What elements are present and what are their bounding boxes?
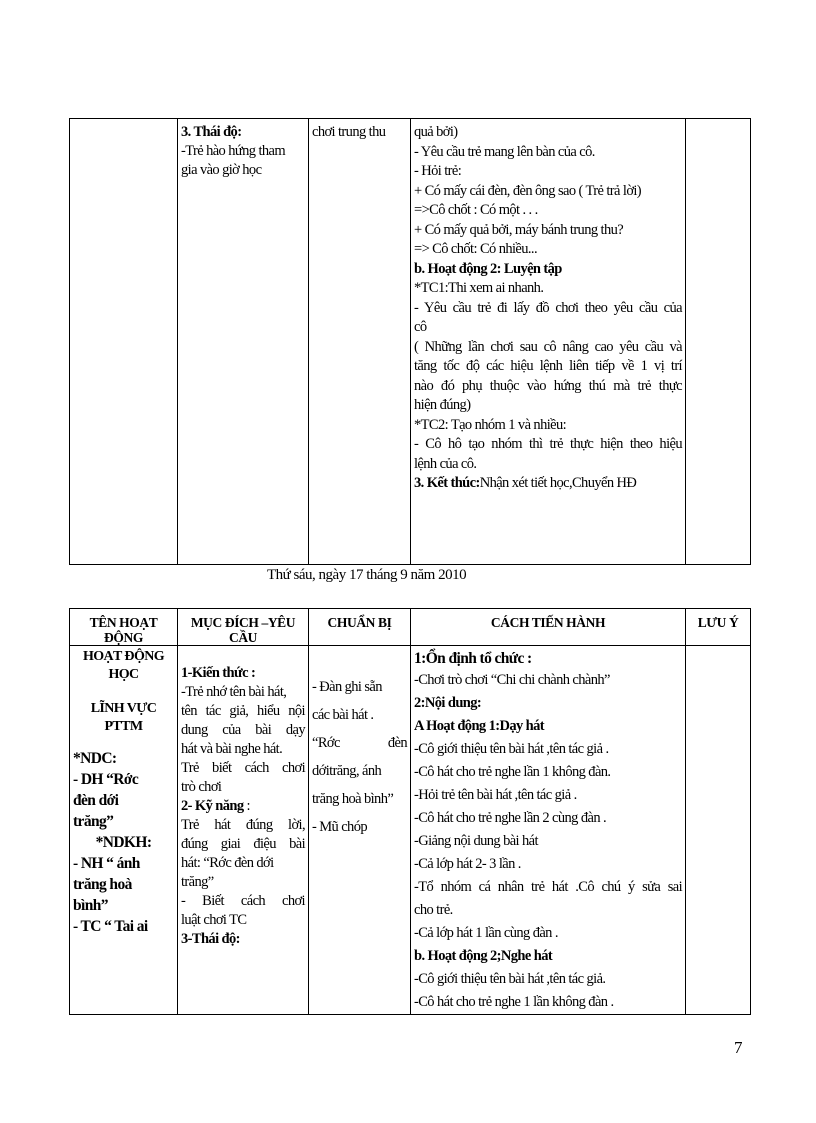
t2-col-name xyxy=(70,646,178,1015)
text-line: -Trẻ nhớ tên bài hát, xyxy=(181,684,287,700)
text-line: + Có mấy quả bởi, máy bánh trung thu? xyxy=(414,221,624,238)
t1-col-purpose xyxy=(178,119,309,565)
text-line: chơi trung thu xyxy=(312,124,386,140)
text-line: -Cô hát cho trẻ nghe lần 2 cùng đàn . xyxy=(414,810,607,826)
text-line: HOẠT ĐỘNG xyxy=(82,649,165,664)
text-line: gia vào giờ học xyxy=(181,162,262,178)
text-line: cô xyxy=(414,319,427,335)
text-line: hiện đúng) xyxy=(414,397,471,413)
text-line: nào đó phụ thuộc vào hứng thú mà trẻ thực xyxy=(414,377,682,394)
text-line: -Giảng nội dung bài hát xyxy=(414,833,538,849)
text-line: PTTM xyxy=(104,719,143,734)
text-line: - Mũ chóp xyxy=(312,819,368,835)
table-row xyxy=(70,646,751,1015)
t1-col-prep xyxy=(309,119,411,565)
t2-col-procedure xyxy=(411,646,686,1015)
text-line: 3. Thái độ: xyxy=(181,124,242,140)
text-line: *TC1:Thi xem ai nhanh. xyxy=(414,280,544,296)
header-notes: LƯU Ý xyxy=(686,609,751,646)
text-line: -Cô giới thiệu tên bài hát ,tên tác giả . xyxy=(414,741,609,757)
text-line: tên tác giả, hiểu nội xyxy=(181,703,305,719)
text-line: =>Cô chốt : Có một . . . xyxy=(414,202,538,218)
text-line: “Rớc đèn xyxy=(312,735,407,751)
activity-table-continued xyxy=(69,118,751,565)
text-line: quả bởi) xyxy=(414,124,458,140)
text-line: hát: “Rớc đèn dới xyxy=(181,855,274,871)
header-procedure: CÁCH TIẾN HÀNH xyxy=(411,609,686,646)
text-line: - DH “Rớc xyxy=(73,771,139,788)
text-line: lệnh của cô. xyxy=(414,455,477,472)
text-line: -Cả lớp hát 2- 3 lần . xyxy=(414,856,521,872)
text-line: các bài hát . xyxy=(312,707,374,723)
text-line: b. Hoạt động 2: Luyện tập xyxy=(414,260,562,277)
t2-col-purpose xyxy=(178,646,309,1015)
text-line: Trẻ biết cách chơi xyxy=(181,760,305,776)
header-purpose: MỤC ĐÍCH –YÊU CẦU xyxy=(178,609,309,646)
text-line: - NH “ ánh xyxy=(73,855,140,872)
text-line: tăng tốc độ các hiệu lệnh liên tiếp về 1 vị trí xyxy=(414,358,682,374)
table-header-row xyxy=(70,609,751,646)
text-line: 1-Kiến thức : xyxy=(181,665,256,681)
text-line: *NDKH: xyxy=(95,834,152,851)
text-line: *NDC: xyxy=(73,750,117,767)
text-line: luật chơi TC xyxy=(181,912,247,928)
text-line: -Cô hát cho trẻ nghe lần 1 không đàn. xyxy=(414,764,611,780)
text-line: -Cô hát cho trẻ nghe 1 lần không đàn . xyxy=(414,994,614,1010)
text-line: - Yêu cầu trẻ đi lấy đồ chơi theo yêu cầu của xyxy=(414,299,682,316)
text-line: 2- Kỹ năng xyxy=(181,798,244,814)
text-line: -Cả lớp hát 1 lần cùng đàn . xyxy=(414,925,558,941)
text-line: - Biết cách chơi xyxy=(181,893,305,909)
text-line: -Chơi trò chơi “Chi chi chành chành” xyxy=(414,672,610,688)
text-line: Nhận xét tiết học,Chuyển HĐ xyxy=(479,475,637,491)
text-line: bình” xyxy=(73,897,108,914)
text-line: trăng hoà xyxy=(73,876,132,893)
text-line: 1:Ổn định tổ chức : xyxy=(414,650,532,667)
text-line: đúng giai điệu bài xyxy=(181,836,305,852)
text-line: đèn dới xyxy=(73,792,119,809)
text-line: -Tổ nhóm cá nhân trẻ hát .Cô chú ý sửa sai xyxy=(414,879,682,895)
t1-col-name xyxy=(70,119,178,565)
t2-col-notes xyxy=(686,646,751,1015)
text-line: => Cô chốt: Có nhiều... xyxy=(414,241,537,257)
text-line: b. Hoạt động 2;Nghe hát xyxy=(414,948,553,964)
text-line: 3-Thái độ: xyxy=(181,931,240,947)
page-number: 7 xyxy=(734,1038,743,1057)
text-line: trăng” xyxy=(181,874,214,890)
text-line: 3. Kết thúc: xyxy=(414,475,480,491)
text-line: - Yêu cầu trẻ mang lên bàn của cô. xyxy=(414,143,595,160)
text-line: -Trẻ hào hứng tham xyxy=(181,143,286,159)
text-line: trò chơi xyxy=(181,779,222,795)
text-line: - Đàn ghi sẵn xyxy=(312,679,382,695)
text-line: - TC “ Tai ai xyxy=(73,918,148,935)
text-line: dung của bài dạy xyxy=(181,722,305,738)
date-heading: Thứ sáu, ngày 17 tháng 9 năm 2010 xyxy=(267,567,467,583)
header-preparation: CHUẨN BỊ xyxy=(309,609,411,646)
text-line: trăng hoà bình” xyxy=(312,791,394,807)
t1-col-procedure xyxy=(411,119,686,565)
t1-col-notes xyxy=(686,119,751,565)
activity-table xyxy=(69,608,751,1015)
header-activity-name: TÊN HOẠT ĐỘNG xyxy=(70,609,178,646)
text-line: A Hoạt động 1:Dạy hát xyxy=(414,718,545,734)
text-line: ( Những lần chơi sau cô nâng cao yêu cầu và xyxy=(414,338,682,355)
table-row xyxy=(70,119,751,565)
text-line: cho trẻ. xyxy=(414,902,453,918)
text-line: -Cô giới thiệu tên bài hát ,tên tác giả. xyxy=(414,971,606,987)
text-line: -Hỏi trẻ tên bài hát ,tên tác giả . xyxy=(414,787,577,803)
text-line: dớitrăng, ánh xyxy=(312,763,382,779)
text-line: *TC2: Tạo nhóm 1 và nhiều: xyxy=(414,416,567,433)
text-line: trăng” xyxy=(73,813,114,830)
text-line: 2:Nội dung: xyxy=(414,695,482,711)
text-line: LĨNH VỰC xyxy=(90,701,157,716)
t2-col-prep xyxy=(309,646,411,1015)
text-line: - Hỏi trẻ: xyxy=(414,163,462,179)
text-line: - Cô hô tạo nhóm thì trẻ thực hiện theo hiệu xyxy=(414,436,682,452)
text-line: HỌC xyxy=(108,667,139,682)
text-line: + Có mấy cái đèn, đèn ông sao ( Trẻ trả lời) xyxy=(414,182,642,199)
text-line: : xyxy=(243,798,250,814)
text-line: hát và bài nghe hát. xyxy=(181,741,283,757)
text-line: Trẻ hát đúng lời, xyxy=(181,817,305,833)
